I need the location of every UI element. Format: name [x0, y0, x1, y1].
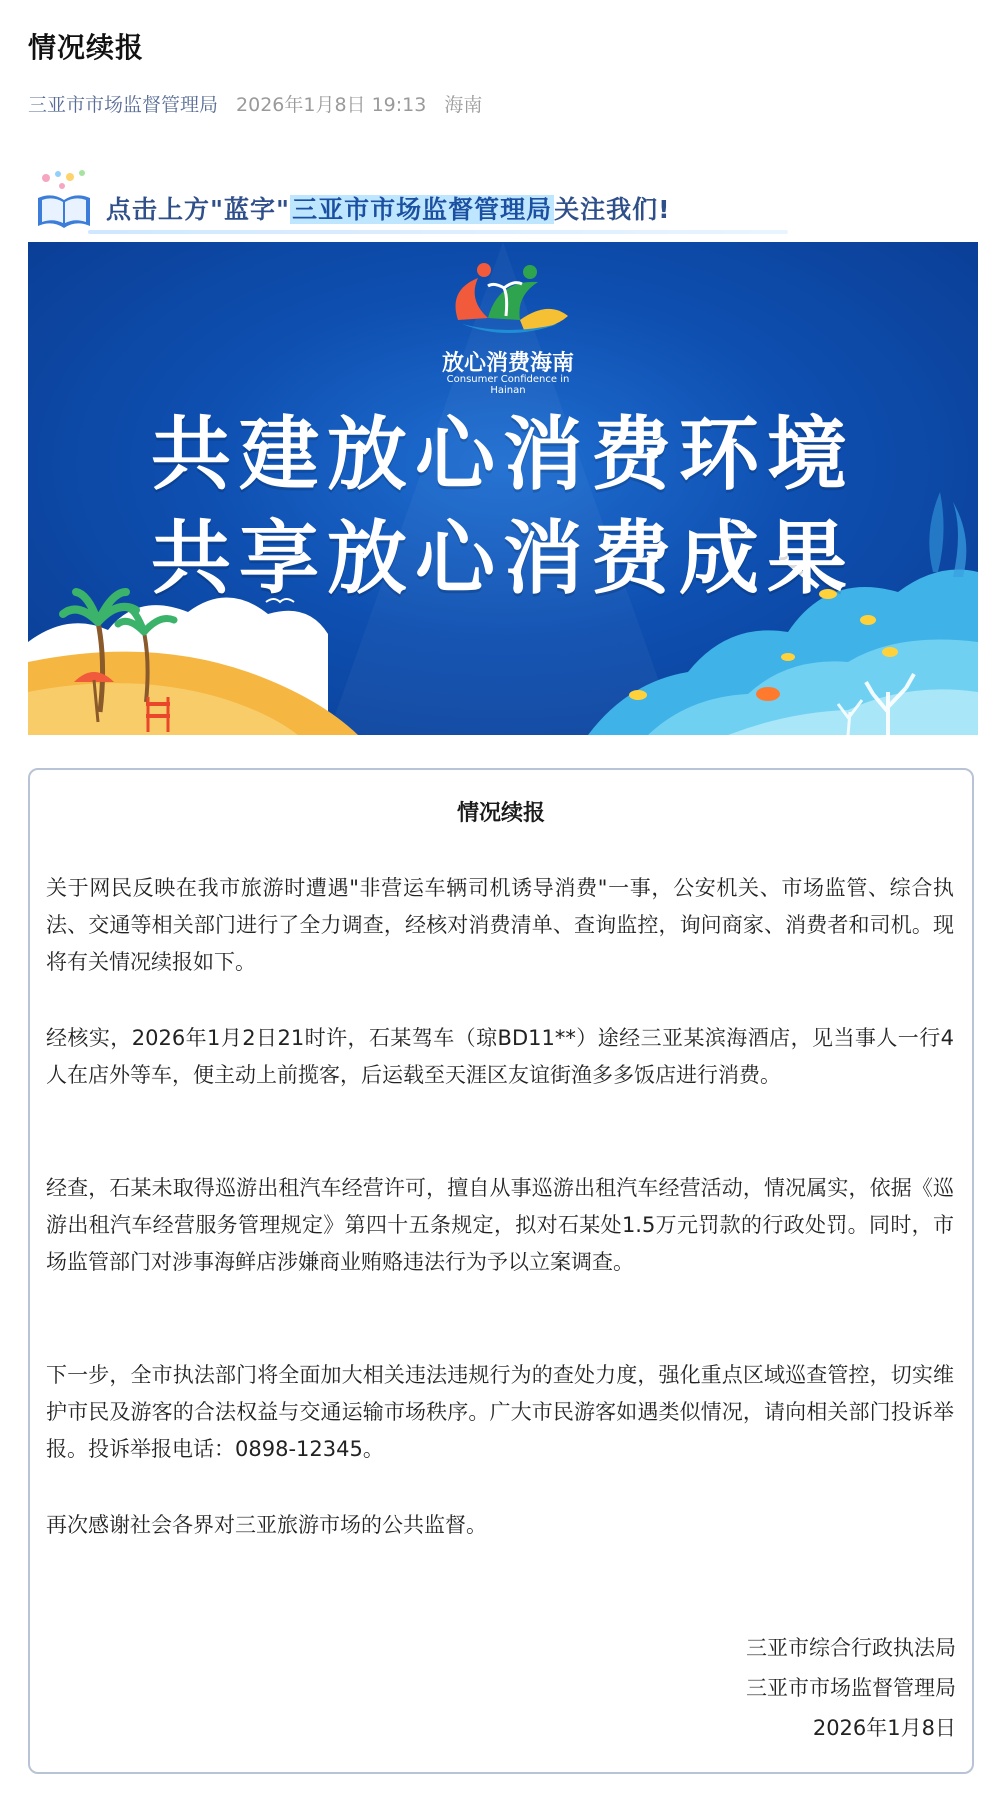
bulletin-paragraph: 经查，石某未取得巡游出租汽车经营许可，擅自从事巡游出租汽车经营活动，情况属实，依据《巡游出租汽车经营服务管理规定》第四十五条规定，拟对石某处1.5万元罚款的行政处罚。同时，市场监管部门对涉事海鲜店涉嫌商业贿赂违法行为予以立案调查。 — [46, 1176, 954, 1274]
follow-underline — [88, 230, 788, 234]
publish-region: 海南 — [444, 94, 483, 116]
follow-account-highlight[interactable]: 三亚市市场监督管理局 — [292, 195, 553, 224]
hero-slogan-line1: 共建放心消费环境 — [151, 408, 855, 501]
hainan-consumer-logo — [428, 260, 588, 410]
account-link[interactable]: 三亚市市场监督管理局 — [28, 94, 219, 116]
publish-datetime: 2026年1月8日 19:13 — [236, 94, 427, 116]
signature-enforcement-bureau: 三亚市综合行政执法局 — [746, 1636, 956, 1660]
bulletin-paragraph: 下一步，全市执法部门将全面加大相关违法违规行为的查处力度，强化重点区域巡查管控，切实维护市民及游客的合法权益与交通运输市场秩序。广大市民游客如遇类似情况，请向相关部门投诉举报。投诉举报电话：0898-12345。 — [46, 1363, 954, 1461]
bulletin-paragraph: 经核实，2026年1月2日21时许，石某驾车（琼BD11**）途经三亚某滨海酒店，见当事人一行4人在店外等车，便主动上前揽客，后运载至天涯区友谊街渔多多饭店进行消费。 — [46, 1026, 954, 1087]
follow-suffix: 关注我们! — [554, 195, 671, 224]
bulletin-paragraph: 关于网民反映在我市旅游时遭遇"非营运车辆司机诱导消费"一事，公安机关、市场监管、综合执法、交通等相关部门进行了全力调查，经核对消费清单、查询监控，询问商家、消费者和司机。现将有关情况续报如下。 — [46, 876, 954, 974]
bulletin-title: 情况续报 — [456, 801, 545, 826]
logo-emblem-icon — [428, 260, 588, 344]
follow-text — [106, 190, 670, 226]
logo-subtitle: Consumer Confidence in Hainan — [446, 374, 570, 396]
signature-market-bureau: 三亚市市场监督管理局 — [746, 1676, 956, 1700]
follow-banner — [28, 166, 780, 238]
article-title: 情况续报 — [28, 31, 145, 64]
logo-caption: 放心消费海南 — [441, 350, 574, 376]
bulletin-box — [28, 768, 974, 1774]
hero-slogan-line2: 共享放心消费成果 — [151, 512, 855, 605]
book-icon — [32, 168, 96, 234]
hero-banner — [28, 242, 978, 735]
follow-prefix: 点击上方"蓝字" — [106, 195, 291, 224]
article-meta — [28, 90, 482, 117]
bulletin-paragraph: 再次感谢社会各界对三亚旅游市场的公共监督。 — [46, 1513, 487, 1537]
signature-date: 2026年1月8日 — [812, 1716, 956, 1740]
